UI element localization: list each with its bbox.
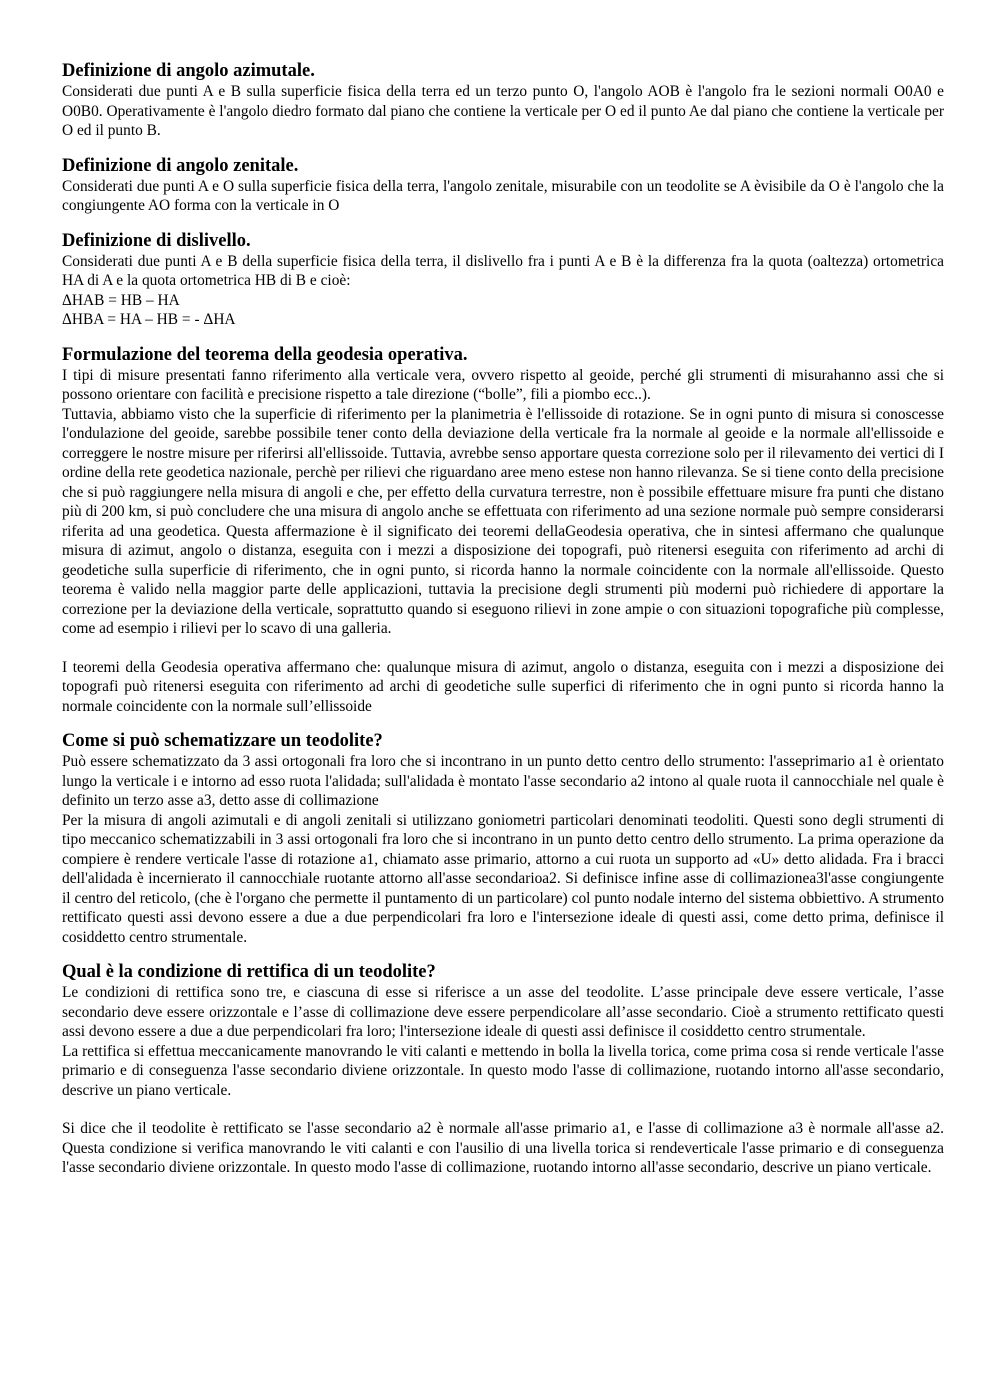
section-heading: Formulazione del teorema della geodesia operativa. (62, 344, 468, 365)
paragraph: I tipi di misure presentati fanno riferimento alla verticale vera, ovvero rispetto al geoide, perché gli strumenti di misurahanno assi che si possono orientare con facilità e precisione rispetto a tale direzione (“bolle”, fili a piombo ecc..). (62, 366, 944, 403)
paragraph: Per la misura di angoli azimutali e di angoli zenitali si utilizzano goniometri particolari denominati teodoliti. Questi sono degli strumenti di tipo meccanico schematizzabili in 3 assi ortogonali fra loro che si incontrano in un punto detto centro dello strumento. La prima operazione da compiere è rendere verticale l'asse di rotazione a1, chiamato asse primario, attorno a cui ruota un supporto ad «U» detto alidada. Fra i bracci dell'alidada è incernierato il cannocchiale ruotante attorno all'asse secondarioa2. Si definisce infine asse di collimazionea3l'asse congiungente il centro del reticolo, (che è l'organo che permette il puntamento di un particolare) col punto nodale interno del sistema obbiettivo. A strumento rettificato questi assi devono essere a due a due perpendicolari fra loro e l'intersezione ideale di questi assi, come detto prima, definisce il cosiddetto centro strumentale. (62, 811, 944, 946)
section-teorema-geodesia (62, 344, 944, 717)
section-angolo-zenitale (62, 155, 944, 216)
section-heading: Definizione di angolo zenitale. (62, 155, 299, 176)
paragraph: Tuttavia, abbiamo visto che la superficie di riferimento per la planimetria è l'ellissoide di rotazione. Se in ogni punto di misura si conoscesse l'ondulazione del geoide, sarebbe possibile tener conto della deviazione della verticale fra la normale al geoide e la normale all'ellissoide e correggere le nostre misure per riferirsi all'ellissoide. Tuttavia, avrebbe senso apportare questa correzione solo per il rilevamento dei vertici di I ordine della rete geodetica nazionale, perchè per rilievi che riguardano aree meno estese non hanno rilevanza. Se si tiene conto della precisione che si può raggiungere nella misura di angoli e che, per effetto della curvatura terrestre, non è possibile effettuare misure fra punti che distano più di 200 km, si può concludere che una misura di angolo anche se effettuata con riferimento ad una sezione normale può sempre considerarsi riferita ad una geodetica. Questa affermazione è il significato dei teoremi dellaGeodesia operativa, che in sintesi affermano che qualunque misura di azimut, angolo o distanza, eseguita con i mezzi a disposizione dei topografi, può ritenersi eseguita con riferimento ad archi di geodetiche sulla superficie di riferimento, che in ogni punto, si ricorda hanno la normale coincidente con la normale all'ellissoide. Questo teorema è valido nella maggior parte delle applicazioni, tuttavia la precisione degli strumenti più moderni può richiedere di apportare la correzione per la deviazione della verticale, soprattutto quando si eseguono rilievi in zone ampie o con situazioni topografiche più complesse, come ad esempio i rilievi per lo scavo di una galleria. (62, 405, 944, 637)
paragraph: Le condizioni di rettifica sono tre, e ciascuna di esse si riferisce a un asse del teodolite. L’asse principale deve essere verticale, l’asse secondario deve essere orizzontale e l’asse di collimazione deve essere perpendicolare all’asse secondario. Cioè a strumento rettificato questi assi devono essere a due a due perpendicolari fra loro; l'intersezione ideale di questi assi definisce il cosiddetto centro strumentale. (62, 984, 944, 1040)
section-heading: Definizione di dislivello. (62, 230, 251, 251)
paragraph: Può essere schematizzato da 3 assi ortogonali fra loro che si incontrano in un punto detto centro dello strumento: l'asseprimario a1 è orientato lungo la verticale i e intorno ad esso ruota l'alidada; sull'alidada è montato l'asse secondario a2 intono al quale ruota il cannocchiale nel quale è definito un terzo asse a3, detto asse di collimazione (62, 753, 944, 809)
paragraph: Considerati due punti A e B della superficie fisica della terra, il dislivello fra i punti A e B è la differenza fra la quota (oaltezza) ortometrica HA di A e la quota ortometrica HB di B e cioè: (62, 252, 944, 289)
paragraph: Considerati due punti A e O sulla superficie fisica della terra, l'angolo zenitale, misurabile con un teodolite se A èvisibile da O è l'angolo che la congiungente AO forma con la verticale in O (62, 177, 944, 214)
section-heading: Qual è la condizione di rettifica di un teodolite? (62, 962, 436, 982)
paragraph: Si dice che il teodolite è rettificato se l'asse secondario a2 è normale all'asse primario a1, e l'asse di collimazione a3 è normale all'asse a2. Questa condizione si verifica manovrando le viti calanti e con l'ausilio di una livella torica si rendeverticale l'asse primario e di conseguenza l'asse secondario diviene orizzontale. In questo modo l'asse di collimazione, ruotando intorno all'asse secondario, descrive un piano verticale. (62, 1120, 944, 1176)
formula-line: ΔHAB = HB – HA (62, 291, 180, 309)
section-heading: Come si può schematizzare un teodolite? (62, 731, 383, 751)
section-rettifica-teodolite (62, 961, 944, 1178)
formula-line: ΔHBA = HA – HB = - ΔHA (62, 311, 236, 328)
document-page (62, 60, 944, 1192)
section-angolo-azimutale (62, 60, 944, 141)
paragraph: Considerati due punti A e B sulla superficie fisica della terra ed un terzo punto O, l'angolo AOB è l'angolo fra le sezioni normali O0A0 e O0B0. Operativamente è l'angolo diedro formato dal piano che contiene la verticale per O ed il punto Ae dal piano che contiene la verticale per O ed il punto B. (62, 83, 944, 139)
paragraph: I teoremi della Geodesia operativa affermano che: qualunque misura di azimut, angolo o distanza, eseguita con i mezzi a disposizione dei topografi può ritenersi eseguita con riferimento ad archi di geodetiche sulle superfici di riferimento che in ogni punto si ricorda hanno la normale coincidente con la normale sull’ellissoide (62, 658, 944, 715)
section-schema-teodolite (62, 730, 944, 947)
paragraph: La rettifica si effettua meccanicamente manovrando le viti calanti e mettendo in bolla la livella torica, come prima cosa si rende verticale l'asse primario e di conseguenza l'asse secondario diviene orizzontale. In questo modo l'asse di collimazione, ruotando intorno all'asse secondario, descrive un piano verticale. (62, 1042, 944, 1099)
section-dislivello (62, 230, 944, 330)
section-heading: Definizione di angolo azimutale. (62, 61, 315, 81)
